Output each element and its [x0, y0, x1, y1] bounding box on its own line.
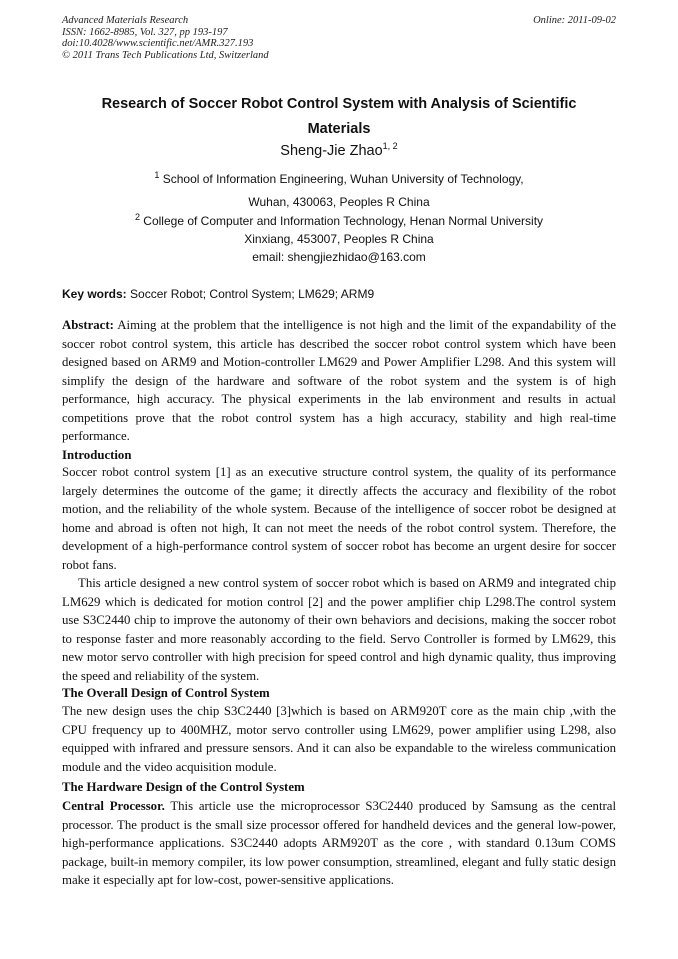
- paper-title: [62, 92, 616, 142]
- section-heading-introduction: Introduction: [62, 448, 132, 462]
- doi-line: doi:10.4028/www.scientific.net/AMR.327.193: [62, 38, 254, 49]
- aff1-line1: School of Information Engineering, Wuhan University of Technology,: [162, 172, 524, 186]
- abstract-label: Abstract:: [62, 318, 114, 332]
- abstract-text: Aiming at the problem that the intelligence is not high and the limit of the expandability of the soccer robot control system, this article has described the soccer robot control system which have been designed based on ARM9 and Motion-controller LM629 and Power Amplifier L298. And this system will simplify the design of the hardware and software of the robot system and the system is of high performance, high accuracy. The physical experiments in the lab environment and results in actual competitions prove that the robot control system has a high accuracy, stability and high real-time performance.: [62, 318, 617, 443]
- abstract: [62, 316, 616, 446]
- journal-name: Advanced Materials Research: [62, 15, 189, 26]
- copyright-line: © 2011 Trans Tech Publications Ltd, Switzerland: [62, 49, 269, 61]
- running-header: [62, 15, 616, 61]
- affiliation-1: [62, 172, 616, 210]
- aff1-line2: Wuhan, 430063, Peoples R China: [248, 195, 430, 209]
- overall-design-paragraph: The new design uses the chip S3C2440 [3]which is based on ARM920T core as the main chip ,with the CPU frequency up to 400MHZ, motor servo controller using LM629, power amplifier using L298, also equipped with infrared and pressure sensors. And it can also be expandable to the wireless communication module and the video acquisition module.: [62, 704, 616, 774]
- central-processor-text: This article use the microprocessor S3C2440 produced by Samsung as the central processor. The product is the small size processor offered for handheld devices and the general low-power, high-performance applications. S3C2440 adopts ARM920T as the core , with standard 0.13um COMS package, built-in memory compiler, its low power consumption, streamlined, elegant and fully static design make it especially apt for low-cost, power-sensitive applications.: [62, 799, 616, 887]
- keywords-label: Key words:: [62, 287, 127, 301]
- affiliation-2: [62, 214, 616, 265]
- aff2-line1: College of Computer and Information Technology, Henan Normal University: [143, 214, 544, 228]
- intro-paragraph-2: This article designed a new control system of soccer robot which is based on ARM9 and integrated chip LM629 which is dedicated for motion control [2] and the power amplifier chip L298.The control system use S3C2440 chip to improve the autonomy of their own behaviors and decisions, making the soccer robot to response faster and more reasonably according to the field. Servo Controller is formed by LM629, this new motor servo controller with high precision for speed control and high dynamic quality, thus improving the speed and reliability of the system.: [62, 576, 616, 683]
- hardware-design-paragraph: [62, 797, 616, 890]
- section-heading-hardware-design: The Hardware Design of the Control System: [62, 780, 305, 794]
- aff2-sup: 2: [134, 212, 140, 222]
- aff2-line2: Xinxiang, 453007, Peoples R China: [244, 232, 434, 246]
- email: email: shengjiezhidao@163.com: [252, 250, 426, 264]
- title-line-1: Research of Soccer Robot Control System with Analysis of Scientific: [101, 96, 577, 112]
- author-name: Sheng-Jie Zhao: [280, 143, 383, 159]
- keywords-text: Soccer Robot; Control System; LM629; ARM9: [130, 287, 375, 301]
- author: [62, 143, 616, 159]
- introduction-body: [62, 463, 616, 685]
- keywords: [62, 287, 616, 301]
- author-sup: 1, 2: [382, 141, 398, 152]
- online-date: Online: 2011-09-02: [533, 15, 616, 26]
- aff1-sup: 1: [154, 170, 160, 180]
- central-processor-label: Central Processor.: [62, 799, 165, 813]
- issn-line: ISSN: 1662-8985, Vol. 327, pp 193-197: [62, 26, 228, 38]
- intro-paragraph-1: Soccer robot control system [1] as an executive structure control system, the quality of its performance largely determines the outcome of the game; it directly affects the accuracy and flexibility of the robot motion, and the reliability of the whole system. Because of the intelligence of soccer robot be designed at home and abroad is often not high, It can not meet the needs of the robot control system. Therefore, the development of a high-performance control system of soccer robot has become an urgent desire for soccer robot fans.: [62, 465, 616, 572]
- title-line-2: Materials: [307, 121, 371, 137]
- section-heading-overall-design: The Overall Design of Control System: [62, 686, 270, 700]
